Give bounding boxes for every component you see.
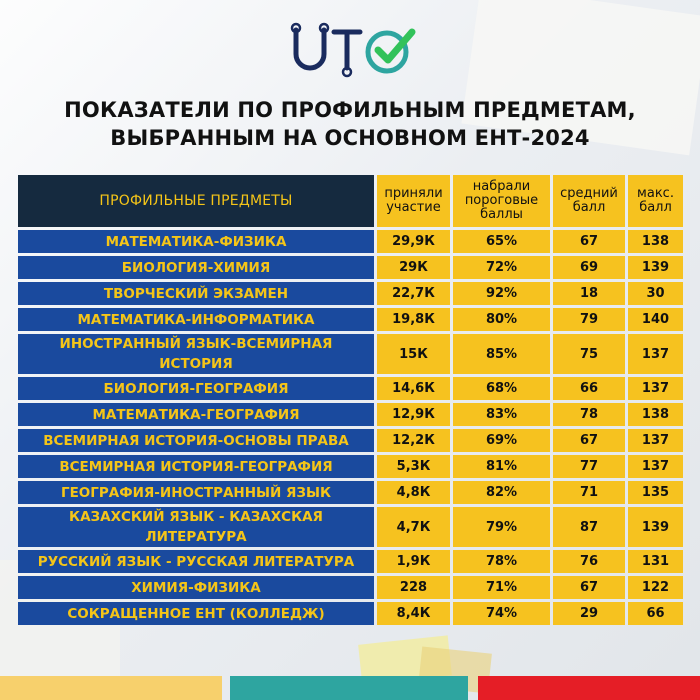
header-passed-threshold: набрали пороговые баллы [453, 175, 550, 227]
participated-cell: 15К [377, 334, 450, 374]
subject-cell: ГЕОГРАФИЯ-ИНОСТРАННЫЙ ЯЗЫК [18, 481, 374, 504]
subject-cell: ВСЕМИРНАЯ ИСТОРИЯ-ОСНОВЫ ПРАВА [18, 429, 374, 452]
participated-cell: 22,7К [377, 282, 450, 305]
passed-cell: 71% [453, 576, 550, 599]
table-row [18, 576, 683, 599]
subject-cell: ВСЕМИРНАЯ ИСТОРИЯ-ГЕОГРАФИЯ [18, 455, 374, 478]
passed-cell: 74% [453, 602, 550, 625]
participated-cell: 228 [377, 576, 450, 599]
max-cell: 138 [628, 403, 683, 426]
table-row [18, 403, 683, 426]
max-cell: 137 [628, 429, 683, 452]
table-row [18, 429, 683, 452]
average-cell: 67 [553, 576, 625, 599]
max-cell: 138 [628, 230, 683, 253]
participated-cell: 12,2К [377, 429, 450, 452]
table-row [18, 334, 683, 374]
subject-cell: БИОЛОГИЯ-ГЕОГРАФИЯ [18, 377, 374, 400]
passed-cell: 65% [453, 230, 550, 253]
table-row [18, 256, 683, 279]
title-line-2: ВЫБРАННЫМ НА ОСНОВНОМ ЕНТ-2024 [110, 126, 590, 150]
header-max-score: макс. балл [628, 175, 683, 227]
uto-logo [282, 20, 422, 80]
average-cell: 79 [553, 308, 625, 331]
subject-cell: БИОЛОГИЯ-ХИМИЯ [18, 256, 374, 279]
subject-cell: МАТЕМАТИКА-ИНФОРМАТИКА [18, 308, 374, 331]
table-row [18, 282, 683, 305]
page-title [0, 96, 700, 152]
passed-cell: 68% [453, 377, 550, 400]
average-cell: 67 [553, 230, 625, 253]
max-cell: 30 [628, 282, 683, 305]
participated-cell: 29,9К [377, 230, 450, 253]
max-cell: 137 [628, 377, 683, 400]
table-row [18, 550, 683, 573]
footer-bar-teal [230, 676, 468, 700]
average-cell: 76 [553, 550, 625, 573]
average-cell: 78 [553, 403, 625, 426]
participated-cell: 8,4К [377, 602, 450, 625]
passed-cell: 92% [453, 282, 550, 305]
max-cell: 135 [628, 481, 683, 504]
subject-cell: ХИМИЯ-ФИЗИКА [18, 576, 374, 599]
passed-cell: 80% [453, 308, 550, 331]
table-row [18, 377, 683, 400]
average-cell: 66 [553, 377, 625, 400]
subject-cell: РУССКИЙ ЯЗЫК - РУССКАЯ ЛИТЕРАТУРА [18, 550, 374, 573]
average-cell: 87 [553, 507, 625, 547]
participated-cell: 19,8К [377, 308, 450, 331]
max-cell: 139 [628, 256, 683, 279]
average-cell: 18 [553, 282, 625, 305]
subject-cell: МАТЕМАТИКА-ФИЗИКА [18, 230, 374, 253]
header-subjects: ПРОФИЛЬНЫЕ ПРЕДМЕТЫ [18, 175, 374, 227]
subject-cell: ТВОРЧЕСКИЙ ЭКЗАМЕН [18, 282, 374, 305]
passed-cell: 69% [453, 429, 550, 452]
max-cell: 66 [628, 602, 683, 625]
table-row [18, 602, 683, 625]
participated-cell: 12,9К [377, 403, 450, 426]
subject-cell: МАТЕМАТИКА-ГЕОГРАФИЯ [18, 403, 374, 426]
passed-cell: 83% [453, 403, 550, 426]
passed-cell: 79% [453, 507, 550, 547]
header-average-score: средний балл [553, 175, 625, 227]
max-cell: 140 [628, 308, 683, 331]
participated-cell: 4,7К [377, 507, 450, 547]
results-table [15, 172, 686, 628]
participated-cell: 5,3К [377, 455, 450, 478]
table-row [18, 455, 683, 478]
passed-cell: 82% [453, 481, 550, 504]
participated-cell: 29К [377, 256, 450, 279]
header-participated: приняли участие [377, 175, 450, 227]
passed-cell: 72% [453, 256, 550, 279]
max-cell: 122 [628, 576, 683, 599]
participated-cell: 4,8К [377, 481, 450, 504]
passed-cell: 78% [453, 550, 550, 573]
average-cell: 77 [553, 455, 625, 478]
subject-cell: ИНОСТРАННЫЙ ЯЗЫК-ВСЕМИРНАЯ ИСТОРИЯ [18, 334, 374, 374]
participated-cell: 14,6К [377, 377, 450, 400]
table-header-row [18, 175, 683, 227]
max-cell: 137 [628, 334, 683, 374]
footer-bar-yellow [0, 676, 222, 700]
average-cell: 67 [553, 429, 625, 452]
passed-cell: 81% [453, 455, 550, 478]
average-cell: 29 [553, 602, 625, 625]
subject-cell: СОКРАЩЕННОЕ ЕНТ (КОЛЛЕДЖ) [18, 602, 374, 625]
subject-cell: КАЗАХСКИЙ ЯЗЫК - КАЗАХСКАЯ ЛИТЕРАТУРА [18, 507, 374, 547]
passed-cell: 85% [453, 334, 550, 374]
table-row [18, 308, 683, 331]
max-cell: 139 [628, 507, 683, 547]
title-line-1: ПОКАЗАТЕЛИ ПО ПРОФИЛЬНЫМ ПРЕДМЕТАМ, [64, 98, 636, 122]
participated-cell: 1,9К [377, 550, 450, 573]
footer-bar-red [478, 676, 700, 700]
average-cell: 71 [553, 481, 625, 504]
average-cell: 69 [553, 256, 625, 279]
table-row [18, 481, 683, 504]
average-cell: 75 [553, 334, 625, 374]
table-row [18, 230, 683, 253]
max-cell: 137 [628, 455, 683, 478]
table-row [18, 507, 683, 547]
max-cell: 131 [628, 550, 683, 573]
